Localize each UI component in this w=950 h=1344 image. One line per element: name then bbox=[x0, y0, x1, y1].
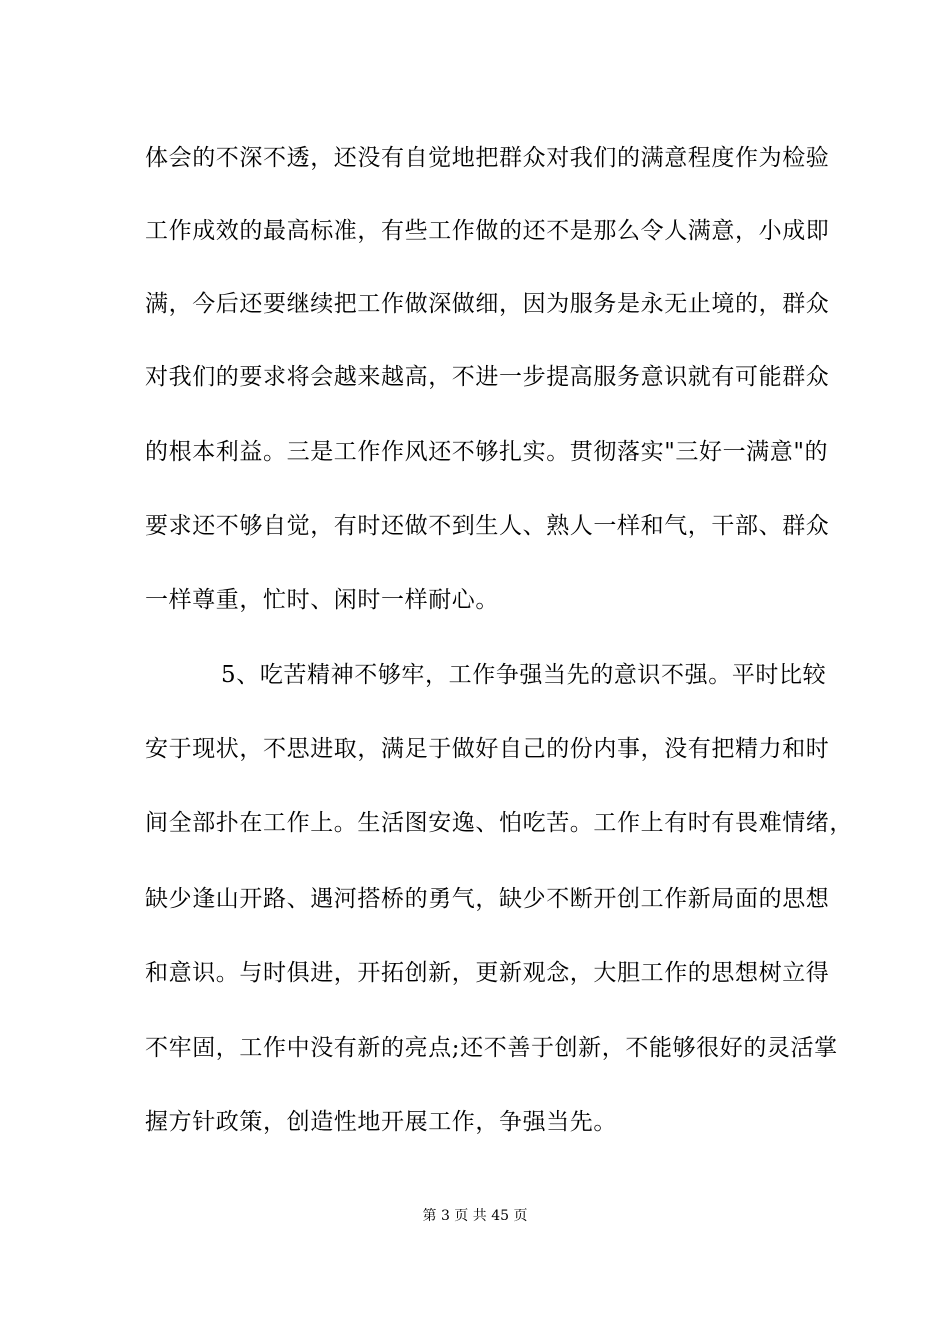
paragraph-1-line-2: 工作成效的最高标准，有些工作做的还不是那么令人满意，小成即 bbox=[145, 218, 830, 244]
paragraph-1-line-5: 的根本利益。三是工作作风还不够扎实。贯彻落实"三好一满意"的 bbox=[145, 439, 829, 465]
paragraph-2-line-1: 5、吃苦精神不够牢，工作争强当先的意识不强。平时比较 bbox=[221, 662, 827, 688]
paragraph-2-line-3: 间全部扑在工作上。生活图安逸、怕吃苦。工作上有时有畏难情绪， bbox=[145, 810, 853, 836]
paragraph-2-line-6: 不牢固，工作中没有新的亮点;还不善于创新，不能够很好的灵活掌 bbox=[145, 1035, 838, 1061]
paragraph-2-line-5: 和意识。与时俱进，开拓创新，更新观念，大胆工作的思想树立得 bbox=[145, 960, 830, 986]
page-number-footer: 第 3 页 共 45 页 bbox=[422, 1208, 528, 1224]
paragraph-1-line-7: 一样尊重，忙时、闲时一样耐心。 bbox=[145, 587, 499, 613]
paragraph-1-line-1: 体会的不深不透，还没有自觉地把群众对我们的满意程度作为检验 bbox=[145, 145, 830, 171]
paragraph-2-line-7: 握方针政策，创造性地开展工作，争强当先。 bbox=[145, 1109, 617, 1135]
paragraph-1-line-4: 对我们的要求将会越来越高，不进一步提高服务意识就有可能群众 bbox=[145, 364, 830, 390]
paragraph-2-line-2: 安于现状，不思进取，满足于做好自己的份内事，没有把精力和时 bbox=[145, 736, 830, 762]
paragraph-1-line-3: 满，今后还要继续把工作做深做细，因为服务是永无止境的，群众 bbox=[145, 291, 830, 317]
paragraph-2-line-4: 缺少逢山开路、遇河搭桥的勇气，缺少不断开创工作新局面的思想 bbox=[145, 886, 830, 912]
paragraph-1-line-6: 要求还不够自觉，有时还做不到生人、熟人一样和气，干部、群众 bbox=[145, 513, 830, 539]
